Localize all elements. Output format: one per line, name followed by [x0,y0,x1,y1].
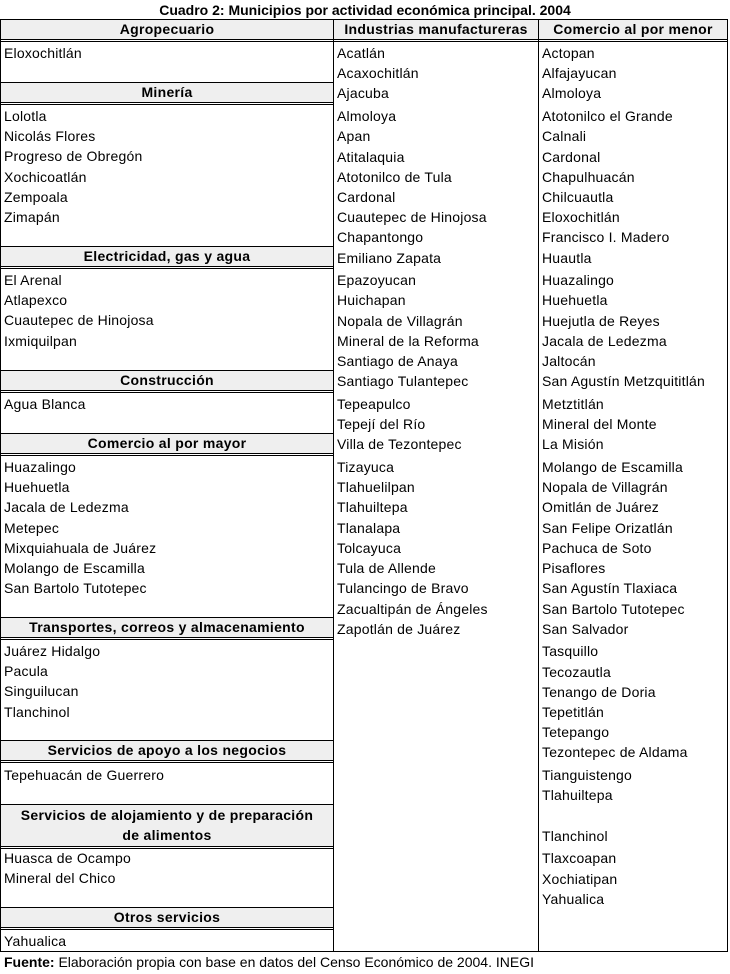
list-item: Francisco I. Madero [542,229,670,245]
list-item: Cardonal [337,189,396,205]
list-item: Zempoala [4,188,68,205]
list-item: Atotonilco de Tula [337,169,452,185]
list-item: Tlahuelilpan [337,479,415,495]
list-item: Mineral del Chico [4,870,116,887]
list-item: Huehuetla [542,292,608,308]
list-item: Tizayuca [337,459,395,475]
list-item: Agua Blanca [4,396,86,412]
list-item: Zimapán [4,209,60,225]
list-item: Ixmiquilpan [4,332,78,349]
list-item: Tianguistengo [542,767,633,783]
list-item: Santiago de Anaya [337,353,458,369]
list-item: Huehuetla [4,479,70,496]
list-item: Atlapexco [4,292,68,309]
source-note [4,953,534,971]
list-item: Mixquiahuala de Juárez [4,539,157,556]
list-item: Lolotla [4,108,47,124]
list-item: Tlahuiltepa [542,787,613,803]
list-item: Huautla [542,250,592,266]
list-item: San Bartolo Tutotepec [542,601,685,617]
list-item: Cardonal [542,149,601,165]
category-header: Otros servicios [1,908,333,927]
category-header: Comercio al por mayor [1,434,333,453]
list-item: Jacala de Ledezma [4,499,129,516]
list-item: Actopan [542,45,595,61]
list-item: Acaxochitlán [337,65,419,81]
list-item: Nopala de Villagrán [337,313,463,329]
list-item: Huazalingo [542,272,615,288]
list-item: Metepec [4,519,60,536]
list-item: San Agustín Tlaxiaca [542,580,678,596]
list-item: San Salvador [542,621,629,637]
list-item: Tulancingo de Bravo [337,580,469,596]
list-item: Mineral del Monte [542,416,657,432]
list-item: Huazalingo [4,459,77,475]
list-item: El Arenal [4,272,62,288]
list-item: Tlahuiltepa [337,499,408,515]
category-header: Construcción [1,371,333,390]
list-item: Emiliano Zapata [337,250,442,266]
list-item: Tlanalapa [337,520,401,536]
list-item: Molango de Escamilla [542,459,683,475]
source-label: Fuente: [4,954,55,970]
category-header: Transportes, correos y almacenamiento [1,618,333,637]
list-item: Pachuca de Soto [542,540,652,556]
list-item: Chapulhuacán [542,169,635,185]
list-item: Eloxochitlán [4,45,82,61]
list-item: Progreso de Obregón [4,148,143,165]
list-item: San Bartolo Tutotepec [4,580,147,597]
list-item: Tlaxcoapan [542,850,617,866]
category-line: Servicios de alojamiento y de preparación [20,807,314,823]
category-header: Electricidad, gas y agua [1,247,333,266]
list-item: Tula de Allende [337,560,436,576]
list-item: Tlanchinol [4,703,70,720]
list-item: Tlanchinol [542,828,608,844]
list-item: Metztitlán [542,396,604,412]
list-item: Eloxochitlán [542,209,620,225]
list-item: Yahualica [542,891,605,907]
list-item: Omitlán de Juárez [542,499,660,515]
list-item: Almoloya [337,108,397,124]
list-item: Nicolás Flores [4,128,96,145]
list-item: Tepejí del Río [337,416,426,432]
list-item: Zacualtipán de Ángeles [337,601,488,617]
source-text: Elaboración propia con base en datos del Censo Económico de 2004. INEGI [54,954,534,970]
category-line: de alimentos [122,827,212,843]
list-item: Tepehuacán de Guerrero [4,767,165,783]
list-item: Acatlán [337,45,386,61]
list-item: Alfajayucan [542,65,617,81]
list-item: Jacala de Ledezma [542,333,667,349]
list-item: Calnali [542,128,587,144]
category-header: Minería [1,83,333,102]
list-item: La Misión [542,436,604,452]
list-item: Almoloya [542,85,602,101]
list-item: Xochiatipan [542,871,618,887]
list-item: Juárez Hidalgo [4,643,101,659]
list-item: Mineral de la Reforma [337,333,479,349]
list-item: Jaltocán [542,353,596,369]
list-item: Nopala de Villagrán [542,479,668,495]
list-item: San Agustín Metzquititlán [542,373,705,389]
list-item: Zapotlán de Juárez [337,621,461,637]
category-header [1,805,333,846]
list-item: Tasquillo [542,643,599,659]
table-title: Cuadro 2: Municipios por actividad económica principal. 2004 [159,2,571,18]
list-item: Singuilucan [4,683,79,700]
list-item: Tolcayuca [337,540,402,556]
list-item: Santiago Tulantepec [337,373,469,389]
list-item: Chilcuautla [542,189,614,205]
list-item: Tepeapulco [337,396,411,412]
list-item: Pacula [4,663,49,680]
header-agropecuario: Agropecuario [1,20,333,39]
list-item: Tecozautla [542,664,611,680]
list-item: Molango de Escamilla [4,560,145,576]
list-item: Atitalaquia [337,149,405,165]
list-item: Chapantongo [337,229,424,245]
list-item: Ajacuba [337,85,389,101]
list-item: Tezontepec de Aldama [542,744,688,760]
list-item: Tepetitlán [542,704,604,720]
list-item: Tenango de Doria [542,684,656,700]
list-item: Cuautepec de Hinojosa [337,209,487,225]
list-item: Huasca de Ocampo [4,850,131,866]
header-industrias: Industrias manufactureras [334,20,538,39]
list-item: San Felipe Orizatlán [542,520,673,536]
list-item: Apan [337,128,371,144]
list-item: Atotonilco el Grande [542,108,673,124]
list-item: Yahualica [4,933,67,949]
header-comercio-menor: Comercio al por menor [539,20,727,39]
list-item: Xochicoatlán [4,168,87,185]
list-item: Villa de Tezontepec [337,436,462,452]
list-item: Pisaflores [542,560,606,576]
list-item: Tetepango [542,724,610,740]
list-item: Huichapan [337,292,406,308]
list-item: Epazoyucan [337,272,417,288]
category-header: Servicios de apoyo a los negocios [1,741,333,760]
list-item: Huejutla de Reyes [542,313,660,329]
list-item: Cuautepec de Hinojosa [4,312,154,329]
